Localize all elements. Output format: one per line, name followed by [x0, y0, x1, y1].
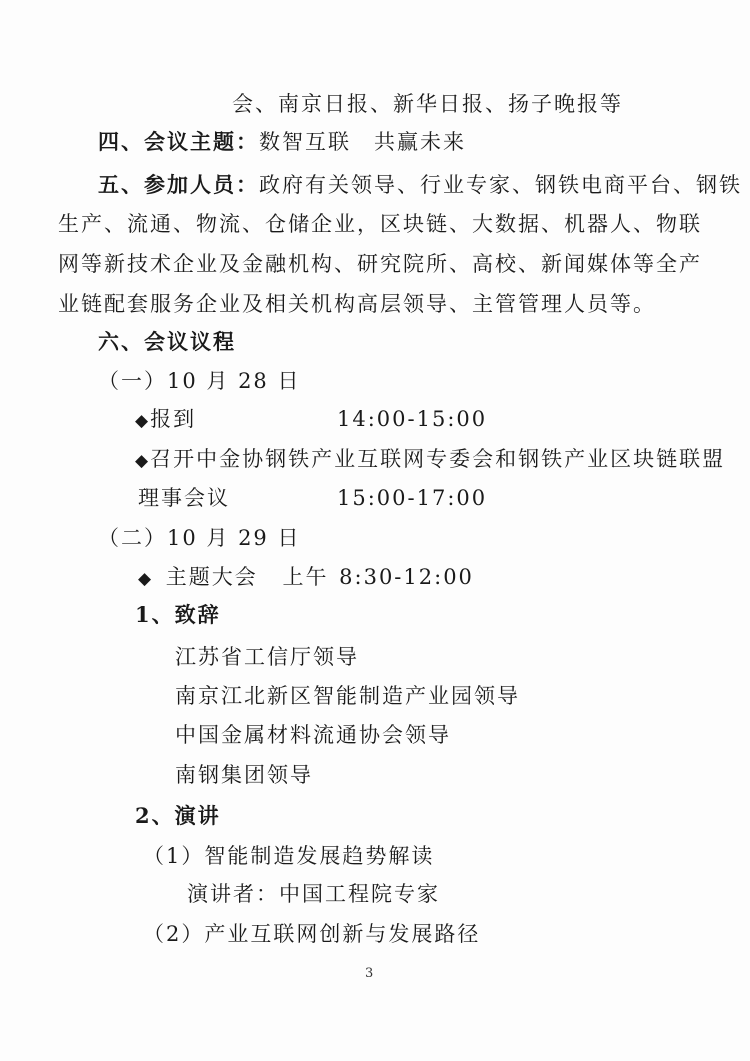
diamond-bullet-icon: ◆ — [135, 411, 149, 431]
session-plenary — [138, 563, 474, 593]
agenda-item-text: 召开中金协钢铁产业互联网专委会和钢铁产业区块链联盟 — [150, 447, 726, 471]
speaker-4: 南钢集团领导 — [175, 763, 313, 787]
speaker-1: 江苏省工信厅领导 — [175, 645, 359, 669]
diamond-bullet-icon: ◆ — [135, 451, 149, 471]
session-title: 主题大会 — [165, 565, 258, 589]
session-time: 8:30-12:00 — [339, 565, 474, 589]
section-5-line-2: 生产、流通、物流、仓储企业，区块链、大数据、机器人、物联 — [58, 212, 702, 236]
section-5-line-4: 业链配套服务企业及相关机构高层领导、主管管理人员等。 — [58, 292, 656, 316]
day-1-heading: （一）10 月 28 日 — [98, 369, 301, 393]
agenda-item-meeting — [135, 445, 725, 475]
speaker-2: 南京江北新区智能制造产业园领导 — [175, 684, 520, 708]
page-number: 3 — [365, 966, 374, 981]
section-4-label: 四、会议主题： — [98, 129, 259, 154]
agenda-item-time: 15:00-17:00 — [337, 486, 488, 510]
talk-1-speaker: 演讲者：中国工程院专家 — [187, 882, 440, 906]
agenda-item-meeting-cont: 理事会议 — [138, 486, 230, 510]
venue-line: 会、南京日报、新华日报、扬子晚报等 — [232, 92, 623, 116]
speech-heading: 1、致辞 — [135, 602, 221, 627]
section-6-heading: 六、会议议程 — [98, 329, 236, 354]
agenda-item-text: 报到 — [150, 407, 197, 431]
section-5-line-3: 网等新技术企业及金融机构、研究院所、高校、新闻媒体等全产 — [58, 252, 702, 276]
diamond-bullet-icon: ◆ — [138, 569, 152, 589]
section-4-text: 数智互联 共赢未来 — [259, 130, 466, 154]
session-period: 上午 — [282, 565, 329, 589]
section-4 — [98, 128, 466, 156]
agenda-item-time: 14:00-15:00 — [337, 407, 488, 431]
day-2-heading: （二）10 月 29 日 — [98, 526, 301, 550]
speaker-3: 中国金属材料流通协会领导 — [175, 723, 451, 747]
talk-1-title: （1）智能制造发展趋势解读 — [143, 844, 435, 868]
section-5-label: 五、参加人员： — [98, 172, 259, 197]
talk-2-title: （2）产业互联网创新与发展路径 — [143, 922, 481, 946]
agenda-item-registration — [135, 405, 196, 435]
section-5-line-1: 政府有关领导、行业专家、钢铁电商平台、钢铁 — [259, 173, 742, 197]
talks-heading: 2、演讲 — [135, 803, 221, 828]
section-5 — [98, 171, 742, 199]
